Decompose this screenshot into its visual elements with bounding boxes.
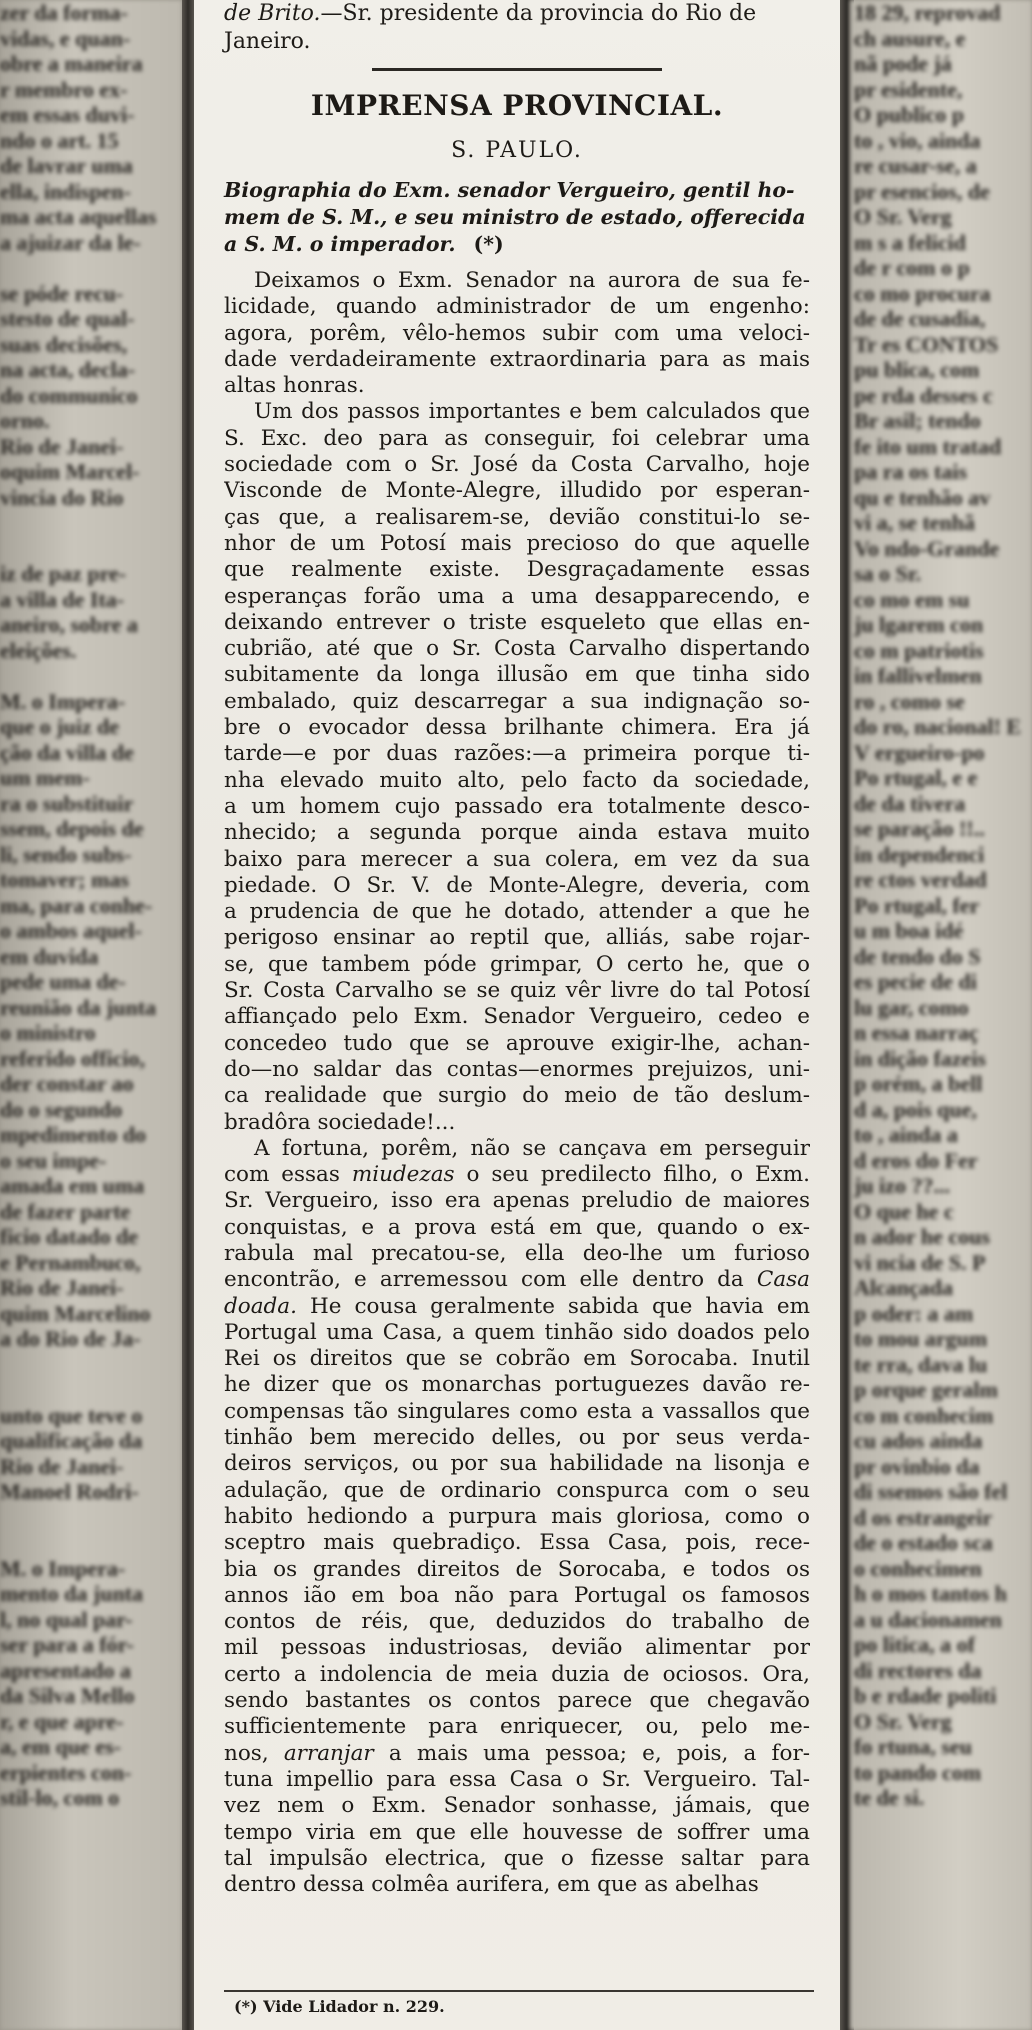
right-neighbor-line: de tendo do S	[854, 943, 981, 969]
body-line: Rei os direitos que se cobrão em Sorocaba. Inutil	[224, 1346, 810, 1372]
left-neighbor-line: oquim Marcel-	[0, 459, 140, 484]
left-neighbor-line: a ajuizar da le-	[0, 229, 141, 255]
left-neighbor-line: referido officio,	[0, 1045, 145, 1071]
left-neighbor-line: de lavrar uma	[0, 153, 133, 178]
right-neighbor-line: in fallivelmen	[854, 663, 982, 688]
left-neighbor-line: apresentado a	[0, 1657, 131, 1683]
left-neighbor-line	[0, 1530, 182, 1556]
body-line: Deixamos o Exm. Senador na aurora de sua fe-	[254, 268, 810, 293]
left-neighbor-line	[0, 663, 182, 689]
right-neighbor-line: o conhecimen	[854, 1555, 982, 1581]
left-neighbor-line	[0, 1377, 182, 1403]
byline-line-1: Biographia do Exm. senador Vergueiro, gentil ho-	[224, 178, 795, 202]
body-line: habito hediondo a purpura mais gloriosa, como o	[224, 1503, 810, 1529]
italic-word: arranjar	[283, 1740, 374, 1766]
body-line: doada. He cousa geralmente sabida que havia em	[224, 1293, 810, 1319]
left-neighbor-line: pede uma de-	[0, 969, 126, 994]
left-neighbor-line: r membro ex-	[0, 76, 128, 102]
body-line: sufficientemente para enriquecer, ou, pelo me-	[224, 1714, 810, 1740]
body-line: compensas tão singulares como esta a vassallos que	[224, 1398, 810, 1424]
left-neighbor-line: suas decisões,	[0, 331, 128, 357]
right-neighbor-line: p orque geralm	[854, 1377, 998, 1402]
body-line: tuna impellio para essa Casa o Sr. Vergueiro. Tal-	[224, 1766, 810, 1792]
right-neighbor-line: lu gar, como	[854, 994, 969, 1020]
right-neighbor-line: de r com o p	[854, 255, 970, 280]
body-line: ca realidade que surgio do meio de tão deslum-	[224, 1083, 810, 1109]
left-neighbor-line	[0, 536, 182, 562]
body-line: Um dos passos importantes e bem calculados que	[254, 399, 810, 425]
left-neighbor-line: Rio de Janei-	[0, 1275, 124, 1300]
right-neighbor-line: Tr es CONTOS	[854, 331, 999, 357]
right-neighbor-line: ju lgarem con	[854, 612, 984, 637]
article-column	[208, 0, 828, 1898]
body-line: contos de réis, que, deduzidos do trabalho de	[224, 1609, 810, 1635]
body-line: a prudencia de que he dotado, attender a que he	[224, 899, 810, 925]
body-line: tal impulsão electrica, que o fizesse saltar para	[224, 1845, 810, 1871]
body-line: piedade. O Sr. V. de Monte-Alegre, deveria, com	[224, 872, 810, 898]
right-neighbor-line: in dependenci	[854, 841, 985, 867]
article-page	[194, 0, 840, 2030]
body-line: bre o evocador dessa brilhante chimera. Era já	[224, 715, 810, 741]
right-neighbor-line: Alcançada	[854, 1275, 953, 1300]
right-neighbor-line: to mou argum	[854, 1326, 988, 1351]
left-neighbor-line: tomaver; mas	[0, 867, 129, 892]
left-neighbor-line: stesto de qual-	[0, 306, 135, 331]
right-neighbor-line: nã pode já	[854, 51, 952, 76]
body-line: ças que, a realisarem-se, devião constitui-lo se-	[224, 504, 810, 530]
body-line: conquistas, e a prova está em que, quando o ex-	[224, 1214, 810, 1240]
left-neighbor-line: Rio de Janei-	[0, 1453, 124, 1479]
left-neighbor-line: orno.	[0, 408, 50, 433]
left-neighbor-line	[0, 1352, 182, 1378]
body-line: se, que tambem póde grimpar, O certo he, que o	[224, 951, 810, 977]
left-neighbor-line: obre a maneira	[0, 51, 143, 76]
right-neighbor-line: d eros do Fer	[854, 1147, 978, 1173]
right-neighbor-line: p orém, a bell	[854, 1071, 983, 1096]
right-neighbor-line: de de cusadia,	[854, 306, 986, 331]
body-line: que realmente existe. Desgraçadamente essas	[224, 557, 810, 583]
body-line: concedeo tudo que se aprouve exigir-lhe, achan-	[224, 1030, 810, 1056]
left-neighbor-line: a do Rio de Ja-	[0, 1326, 141, 1351]
right-neighbor-line: O Sr. Verg	[854, 204, 952, 229]
left-neighbor-line: stil-lo, com o	[0, 1785, 120, 1810]
right-neighbor-line: O Sr. Verg	[854, 1708, 952, 1734]
right-neighbor-line: ju izo ??...	[854, 1173, 950, 1198]
body-line: tempo viria em que elle houvesse de soffrer uma	[224, 1819, 810, 1845]
right-neighbor-line: pu blica, com	[854, 357, 980, 382]
right-neighbor-line: m s a felicid	[854, 229, 966, 255]
body-line: encontrão, e arremessou com elle dentro da Casa	[224, 1267, 810, 1293]
right-neighbor-line: co m patriotis	[854, 637, 984, 663]
byline-line-3	[224, 231, 810, 258]
body-line: baixo para merecer a sua colera, em vez da sua	[224, 846, 810, 872]
footnote-marker: (*)	[473, 232, 504, 256]
italic-word: Casa	[756, 1267, 810, 1293]
right-neighbor-line: co mo em su	[854, 586, 970, 612]
right-neighbor-line: se paração !!..	[854, 816, 985, 841]
left-neighbor-line: mpedimento do	[0, 1122, 147, 1147]
body-line: agora, porêm, vêlo-hemos subir com uma veloci-	[224, 320, 810, 346]
body-line: dade verdadeiramente extraordinaria para as mais	[224, 346, 810, 372]
right-neighbor-line: O que he c	[854, 1198, 954, 1224]
left-neighbor-line: unto que teve o	[0, 1402, 143, 1428]
body-line: tarde—e por duas razões:—a primeira porque ti-	[224, 741, 810, 767]
body-line: deiros serviços, ou por sua habilidade na lisonja e	[224, 1451, 810, 1477]
byline-line-2: mem de S. M., e seu ministro de estado, offerecida	[224, 205, 806, 229]
footnote: (*) Vide Lidador n. 229.	[234, 1997, 445, 2016]
left-neighbor-line: em duvida	[0, 943, 99, 969]
left-neighbor-line: aneiro, sobre a	[0, 612, 138, 637]
right-neighbor-line: pa ra os tais	[854, 459, 968, 484]
body-line: annos ião em boa não para Portugal os famosos	[224, 1582, 810, 1608]
left-neighbor-line: que o juiz de	[0, 714, 120, 739]
left-neighbor-line	[0, 1505, 182, 1531]
right-neighbor-line: te de si.	[854, 1785, 925, 1810]
right-neighbor-line: fe ito um tratad	[854, 433, 1002, 459]
left-neighbor-line: na acta, decla-	[0, 357, 136, 382]
right-neighbor-line: a u dacionamen	[854, 1606, 1002, 1632]
body-line: bradôra sociedade!...	[224, 1109, 456, 1135]
body-line: vez nem o Exm. Senador sonhasse, jámais, que	[224, 1793, 810, 1819]
left-neighbor-line: do o segundo	[0, 1096, 123, 1122]
right-neighbor-line: do ro, nacional! E	[854, 714, 1022, 739]
right-neighbor-line: es pecie de di	[854, 969, 977, 994]
left-neighbor-line: li, sendo subs-	[0, 841, 132, 867]
body-line: rabula mal precatou-se, ella deo-lhe um furioso	[224, 1240, 810, 1266]
left-neighbor-line: ndo o art. 15	[0, 127, 119, 153]
right-neighbor-line: u m boa idé	[854, 918, 964, 943]
right-neighbor-line: Vo ndo-Grande	[854, 535, 1000, 561]
body-line: altas honras.	[224, 373, 365, 399]
body-line: subitamente da longa illusão em que tinha sido	[224, 662, 810, 688]
left-neighbor-line: erpientes con-	[0, 1759, 132, 1785]
body-line: deixando entrever o triste esqueleto que ellas en-	[224, 609, 810, 635]
left-neighbor-line: quim Marcelino	[0, 1300, 151, 1326]
body-line: Sr. Costa Carvalho se se quiz vêr livre do tal Potosí	[224, 978, 810, 1004]
left-neighbor-text	[0, 0, 182, 1811]
top-line-2: Janeiro.	[224, 29, 311, 54]
right-neighbor-line: co m conhecim	[854, 1402, 994, 1428]
body-line: sceptro mais quebradiço. Essa Casa, pois, rece-	[224, 1530, 810, 1556]
right-neighbor-line: to , vio, ainda	[854, 127, 981, 153]
body-line: adulação, que de ordinario conspurca com o seu	[224, 1477, 810, 1503]
left-neighbor-line: vidas, e quan-	[0, 25, 131, 51]
left-neighbor-line: l, no qual par-	[0, 1606, 133, 1632]
body-line: cubrião, até que o Sr. Costa Carvalho dispertando	[224, 636, 810, 662]
body-line: sociedade com o Sr. José da Costa Carvalho, hoje	[224, 452, 810, 478]
left-neighbor-line: zer da forma-	[0, 0, 128, 25]
body-line: S. Exc. deo para as conseguir, foi celebrar uma	[224, 425, 810, 451]
left-neighbor-line: qualificação da	[0, 1428, 143, 1453]
top-line-rest: —Sr. presidente da provincia do Rio de	[320, 1, 757, 26]
left-neighbor-column	[0, 0, 182, 2030]
right-neighbor-line: to pando com	[854, 1759, 982, 1785]
body-line: licidade, quando administrador de um engenho:	[224, 294, 810, 320]
left-neighbor-line: Rio de Janei-	[0, 433, 124, 459]
left-neighbor-line: a villa de Ita-	[0, 586, 125, 612]
body-line: nos, arranjar a mais uma pessoa; e, pois, a for-	[224, 1740, 810, 1766]
left-neighbor-line: vincia do Rio	[0, 484, 124, 510]
right-neighbor-line: pr esidente,	[854, 76, 963, 102]
left-neighbor-line: ra o substituir	[0, 790, 134, 816]
right-neighbor-line: d os estrangeir	[854, 1504, 993, 1530]
italic-word: doada.	[224, 1293, 297, 1319]
right-neighbor-line: sa o Sr.	[854, 561, 922, 586]
previous-article-ending	[224, 0, 810, 28]
section-subtitle: S. PAULO.	[451, 138, 583, 163]
left-gutter	[182, 0, 194, 2030]
left-neighbor-line: Manoel Rodri-	[0, 1479, 139, 1504]
right-neighbor-line: co mo procura	[854, 280, 991, 306]
right-neighbor-line: po litica, a of	[854, 1632, 975, 1657]
left-neighbor-line: ella, indispen-	[0, 178, 131, 204]
right-neighbor-line: to , ainda a	[854, 1122, 958, 1147]
right-neighbor-text	[850, 0, 1032, 1811]
right-neighbor-line: di ssemos são fel	[854, 1479, 1008, 1504]
body-line: he dizer que os monarchas portuguezes davão re-	[224, 1372, 810, 1398]
right-neighbor-line: in dição fazeis	[854, 1045, 986, 1071]
left-neighbor-line	[0, 255, 182, 281]
right-neighbor-line: Br asil; tendo	[854, 408, 981, 433]
left-neighbor-line: amada em uma	[0, 1173, 145, 1198]
right-neighbor-line: fo rtuna, seu	[854, 1734, 972, 1759]
body-line: embalado, quiz descarregar a sua indignação so-	[224, 688, 810, 714]
article-byline	[224, 177, 810, 258]
right-neighbor-line: pr ovinbio da	[854, 1453, 980, 1479]
right-neighbor-line: n ador he cous	[854, 1224, 990, 1249]
body-line: bia os grandes direitos de Sorocaba, e todos os	[224, 1556, 810, 1582]
body-line: dentro dessa colmêa aurifera, em que as abelhas	[224, 1872, 759, 1898]
body-line: certo a indolencia de meia duzia de ociosos. Ora,	[224, 1661, 810, 1687]
right-neighbor-column	[850, 0, 1032, 2030]
left-neighbor-line: do communico	[0, 382, 138, 408]
left-neighbor-line: o ambos aquel-	[0, 918, 142, 943]
right-neighbor-line: te rra, dava lu	[854, 1351, 988, 1377]
right-neighbor-line: h o mos tantos h	[854, 1581, 1007, 1606]
right-neighbor-line: vi a, se tenhã	[854, 510, 975, 535]
right-neighbor-line: cu ados ainda	[854, 1428, 983, 1453]
left-neighbor-line: der constar ao	[0, 1071, 134, 1096]
body-line: a um homem cujo passado era totalmente desco-	[224, 793, 810, 819]
right-neighbor-line: p oder: a am	[854, 1300, 974, 1326]
body-line: do—no saldar das contas—enormes prejuizos, uni-	[224, 1056, 810, 1082]
left-neighbor-line	[0, 510, 182, 536]
byline-line-3-text: a S. M. o imperador.	[224, 232, 456, 256]
right-neighbor-line: di rectores da	[854, 1657, 982, 1683]
left-neighbor-line: eleições.	[0, 637, 77, 663]
footnote-rule	[224, 1990, 814, 1992]
right-neighbor-line: n essa narraç	[854, 1020, 979, 1045]
left-neighbor-line: ma acta aquellas	[0, 204, 157, 229]
right-neighbor-line: de da tivera	[854, 790, 966, 816]
left-neighbor-line: o ministro	[0, 1020, 96, 1045]
right-neighbor-line: 18 29, reprovad	[854, 0, 1001, 25]
right-neighbor-line: O publico p	[854, 102, 965, 127]
left-neighbor-line: o seu impe-	[0, 1147, 107, 1173]
body-line: nha elevado muito alto, pelo facto da sociedade,	[224, 767, 810, 793]
left-neighbor-line: M. o Impera-	[0, 688, 126, 714]
section-divider	[372, 68, 662, 71]
right-neighbor-line: Po rtugal, e e	[854, 765, 978, 790]
body-line: nhor de um Potosí mais precioso do que aquelle	[224, 530, 810, 556]
left-neighbor-line: mento da junta	[0, 1581, 144, 1606]
right-neighbor-line: Po rtugal, fer	[854, 892, 980, 918]
left-neighbor-line: ssem, depois de	[0, 816, 144, 841]
right-neighbor-line: d a, pois que,	[854, 1096, 977, 1122]
body-line: mil pessoas industriosas, devião alimentar por	[224, 1635, 810, 1661]
left-neighbor-line: em essas duvi-	[0, 102, 135, 127]
top-line-italic: de Brito.	[224, 1, 321, 26]
body-line: perigoso ensinar ao reptil que, alliás, sabe rojar-	[224, 925, 810, 951]
body-line: com essas miudezas o seu predilecto filho, o Exm.	[224, 1162, 810, 1188]
left-neighbor-line: reunião da junta	[0, 994, 157, 1020]
right-neighbor-line: de o estado sca	[854, 1530, 993, 1555]
article-body	[224, 268, 810, 1898]
right-neighbor-line: pe rda desses c	[854, 382, 993, 408]
right-neighbor-line: ch ausure, e	[854, 25, 966, 51]
body-line: Sr. Vergueiro, isso era apenas preludio de maiores	[224, 1188, 810, 1214]
right-neighbor-line: vi ncia de S. P	[854, 1249, 986, 1275]
left-neighbor-line: se póde recu-	[0, 280, 124, 306]
italic-word: miudezas	[351, 1162, 455, 1188]
right-neighbor-line: pr esencios, de	[854, 178, 990, 204]
right-neighbor-line: re ctos verdad	[854, 867, 987, 892]
body-line: nhecido; a segunda porque ainda estava muito	[224, 820, 810, 846]
left-neighbor-line: e Pernambuco,	[0, 1249, 141, 1275]
left-neighbor-line: ser para a fór-	[0, 1632, 134, 1657]
right-neighbor-line: ro , como se	[854, 688, 965, 714]
left-neighbor-line: da Silva Mello	[0, 1683, 135, 1708]
body-line: Visconde de Monte-Alegre, illudido por esperan-	[224, 478, 810, 504]
left-neighbor-line: M. o Impera-	[0, 1555, 126, 1581]
body-line: esperanças forão uma a uma desapparecendo, e	[224, 583, 810, 609]
body-line: A fortuna, porêm, não se cançava em perseguir	[254, 1135, 810, 1161]
body-line: Portugal uma Casa, a quem tinhão sido doados pelo	[224, 1319, 810, 1345]
right-neighbor-line: V ergueiro-po	[854, 739, 985, 765]
left-neighbor-line: um mem-	[0, 765, 90, 790]
left-neighbor-line: a, em que es-	[0, 1734, 121, 1759]
body-line: sendo bastantes os contos parece que chegavão	[224, 1688, 810, 1714]
left-neighbor-line: iz de paz pre-	[0, 561, 127, 586]
section-title: IMPRENSA PROVINCIAL.	[310, 89, 724, 122]
body-line: tinhão bem merecido delles, ou por seus verda-	[224, 1425, 810, 1451]
left-neighbor-line: r, e que apre-	[0, 1708, 124, 1734]
left-neighbor-line: ficio datado de	[0, 1224, 139, 1249]
right-neighbor-line: re cusar-se, a	[854, 153, 977, 178]
left-neighbor-line: ma, para conhe-	[0, 892, 153, 918]
body-line: affiançado pelo Exm. Senador Vergueiro, cedeo e	[224, 1004, 810, 1030]
right-neighbor-line: qu e tenhão av	[854, 484, 991, 510]
right-neighbor-line: b e rdade politi	[854, 1683, 997, 1708]
left-neighbor-line: ção da villa de	[0, 739, 134, 765]
left-neighbor-line: de fazer parte	[0, 1198, 131, 1224]
